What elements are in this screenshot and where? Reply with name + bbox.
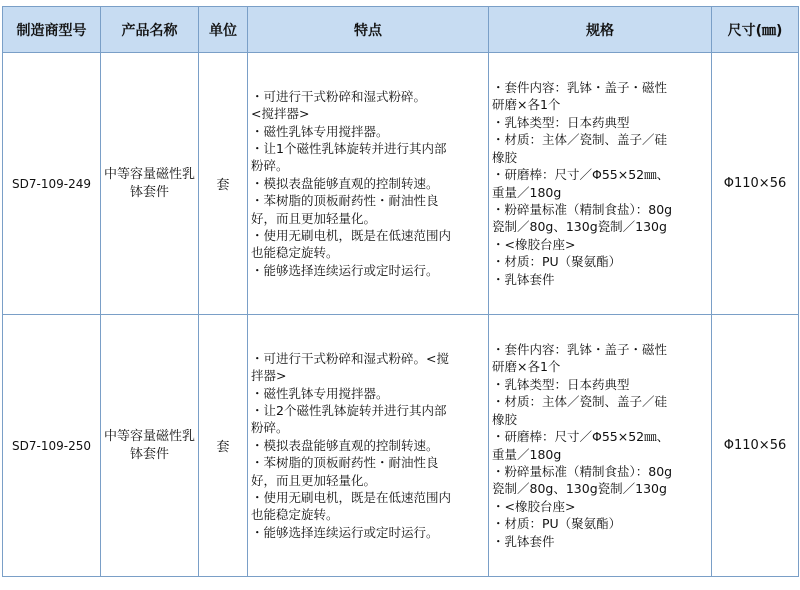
cell-line: ・粉碎量标准（精制食盐）：80g bbox=[492, 463, 673, 479]
cell-line: ・模拟表盘能够直观的控制转速。 bbox=[251, 175, 439, 191]
size-cell: Φ110×56 bbox=[712, 53, 799, 315]
cell-line: 瓷制／80g、130g瓷制／130g bbox=[492, 481, 667, 497]
product-spec-table bbox=[2, 6, 799, 577]
model-code-cell: SD7-109-249 bbox=[3, 53, 101, 315]
cell-line: ・乳钵套件 bbox=[492, 533, 555, 549]
cell-line: ・让1个磁性乳钵旋转并进行其内部 bbox=[251, 140, 447, 156]
cell-line: ・让2个磁性乳钵旋转并进行其内部 bbox=[251, 402, 447, 418]
cell-line: ・模拟表盘能够直观的控制转速。 bbox=[251, 437, 439, 453]
cell-line: ・可进行干式粉碎和湿式粉碎。<搅 bbox=[251, 350, 449, 366]
table-row bbox=[3, 53, 799, 315]
header-code: 制造商型号 bbox=[3, 7, 101, 53]
cell-line: 好，而且更加轻量化。 bbox=[251, 472, 377, 488]
cell-line: ・粉碎量标准（精制食盐）：80g bbox=[492, 201, 673, 217]
header-name: 产品名称 bbox=[101, 7, 199, 53]
cell-line: 好，而且更加轻量化。 bbox=[251, 210, 377, 226]
header-size: 尺寸(㎜) bbox=[712, 7, 799, 53]
product-name-cell: 中等容量磁性乳钵套件 bbox=[101, 315, 199, 577]
cell-line: <搅拌器> bbox=[251, 106, 310, 122]
unit-cell: 套 bbox=[199, 53, 248, 315]
cell-line: 橡胶 bbox=[492, 411, 518, 427]
table-row bbox=[3, 315, 799, 577]
cell-line: ・使用无刷电机，既是在低速范围内 bbox=[251, 490, 452, 506]
features-cell bbox=[248, 315, 489, 577]
cell-line: ・能够选择连续运行或定时运行。 bbox=[251, 262, 439, 278]
cell-line: 重量／180g bbox=[492, 446, 562, 462]
cell-line: ・苯树脂的顶板耐药性・耐油性良 bbox=[251, 455, 439, 471]
cell-line: 也能稳定旋转。 bbox=[251, 507, 339, 523]
cell-line: ・使用无刷电机，既是在低速范围内 bbox=[251, 228, 452, 244]
cell-line: ・乳钵类型：日本药典型 bbox=[492, 114, 630, 130]
header-unit: 单位 bbox=[199, 7, 248, 53]
cell-line: ・乳钵类型：日本药典型 bbox=[492, 376, 630, 392]
cell-line: ・材质：PU（聚氨酯） bbox=[492, 254, 622, 270]
cell-line: 粉碎。 bbox=[251, 158, 289, 174]
cell-line: 研磨×各1个 bbox=[492, 97, 561, 113]
cell-line: ・材质：主体／瓷制、盖子／硅 bbox=[492, 394, 668, 410]
cell-line: ・磁性乳钵专用搅拌器。 bbox=[251, 123, 389, 139]
cell-line: ・套件内容：乳钵・盖子・磁性 bbox=[492, 80, 668, 96]
cell-line: ・乳钵套件 bbox=[492, 271, 555, 287]
cell-line: 粉碎。 bbox=[251, 420, 289, 436]
specs-cell bbox=[489, 315, 712, 577]
header-row bbox=[3, 7, 799, 53]
size-cell: Φ110×56 bbox=[712, 315, 799, 577]
model-code-cell: SD7-109-250 bbox=[3, 315, 101, 577]
cell-line: ・磁性乳钵专用搅拌器。 bbox=[251, 385, 389, 401]
header-specs: 规格 bbox=[489, 7, 712, 53]
cell-line: 重量／180g bbox=[492, 184, 562, 200]
cell-line: 也能稳定旋转。 bbox=[251, 245, 339, 261]
cell-line: 研磨×各1个 bbox=[492, 359, 561, 375]
cell-line: ・<橡胶台座> bbox=[492, 498, 576, 514]
cell-line: ・苯树脂的顶板耐药性・耐油性良 bbox=[251, 193, 439, 209]
cell-line: ・研磨棒：尺寸／Φ55×52㎜、 bbox=[492, 167, 670, 183]
cell-line: 瓷制／80g、130g瓷制／130g bbox=[492, 219, 667, 235]
cell-line: ・材质：PU（聚氨酯） bbox=[492, 516, 622, 532]
specs-cell bbox=[489, 53, 712, 315]
features-cell bbox=[248, 53, 489, 315]
cell-line: ・能够选择连续运行或定时运行。 bbox=[251, 524, 439, 540]
cell-line: ・材质：主体／瓷制、盖子／硅 bbox=[492, 132, 668, 148]
cell-line: 拌器> bbox=[251, 368, 287, 384]
cell-line: ・研磨棒：尺寸／Φ55×52㎜、 bbox=[492, 429, 670, 445]
unit-cell: 套 bbox=[199, 315, 248, 577]
cell-line: ・套件内容：乳钵・盖子・磁性 bbox=[492, 342, 668, 358]
header-features: 特点 bbox=[248, 7, 489, 53]
product-name-cell: 中等容量磁性乳钵套件 bbox=[101, 53, 199, 315]
cell-line: 橡胶 bbox=[492, 149, 518, 165]
cell-line: ・可进行干式粉碎和湿式粉碎。 bbox=[251, 88, 427, 104]
cell-line: ・<橡胶台座> bbox=[492, 236, 576, 252]
